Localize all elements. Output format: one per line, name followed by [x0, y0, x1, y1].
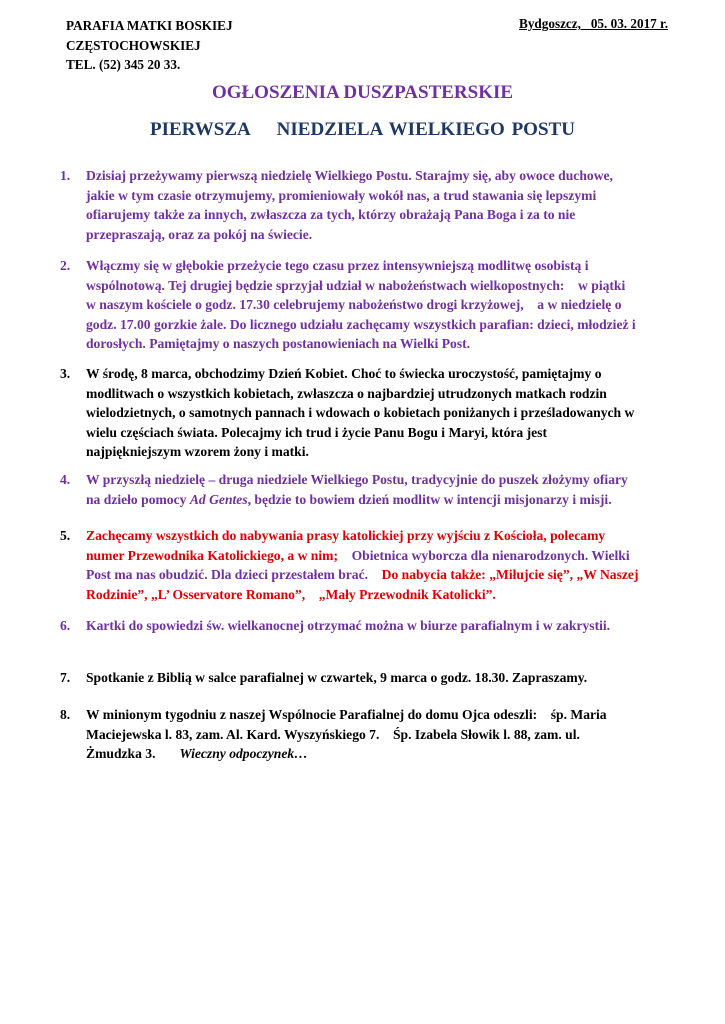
item-text: na dzieło pomocy — [86, 491, 190, 507]
item-line: dorosłych. Pamiętajmy o naszych postanowieniach na Wielki Post. — [86, 336, 471, 351]
item-text: , będzie to bowiem dzień modlitw w intencji misjonarzy i misji. — [247, 491, 612, 507]
announcement-item-1 — [60, 166, 680, 244]
item-line: wielodzietnych, o samotnych pannach i wdowach o kobietach poniżanych i prześladowanych w — [86, 405, 635, 420]
item-line: wspólnotową. Tej drugiej będzie sprzyjał udział w nabożeństwach wielkopostnych: w piątki — [86, 277, 626, 293]
item-line: modlitwach o wszystkich kobietach, zwłaszcza o najbardziej utrudzonych matkach rodzin — [86, 385, 607, 401]
closing-prayer-text: Wieczny odpoczynek… — [179, 746, 308, 761]
item-line — [86, 565, 680, 585]
parish-name-line2: CZĘSTOCHOWSKIEJ — [66, 37, 201, 53]
announcement-item-4 — [60, 470, 680, 509]
item-line: jakie w tym czasie otrzymujemy, promieniowały wokół nas, a trud stawania się lepszymi — [86, 187, 597, 203]
document-title: OGŁOSZENIA DUSZPASTERSKIE — [211, 82, 514, 103]
item-line: wielu częściach świata. Polecajmy ich trud i życie Panu Bogu i Maryi, która jest — [86, 424, 547, 440]
parish-header — [66, 16, 233, 75]
parish-name-line1: PARAFIA MATKI BOSKIEJ — [66, 18, 233, 33]
item-number: 3. — [60, 366, 71, 381]
item-line: Rodzinie”, „L’ Osservatore Romano”, „Mały Przewodnik Katolicki”. — [86, 586, 496, 602]
announcement-item-2 — [60, 256, 680, 354]
item-number: 7. — [60, 670, 71, 685]
item-number: 6. — [60, 618, 71, 633]
item-line: Dzisiaj przeżywamy pierwszą niedzielę Wielkiego Postu. Starajmy się, aby owoce duchowe, — [86, 168, 613, 183]
item-line: najpiękniejszym wzorem żony i matki. — [86, 444, 309, 459]
item-text: Do nabycia także: „Miłujcie się”, „W Naszej — [368, 567, 639, 582]
item-line — [86, 744, 680, 764]
item-line: w naszym kościele o godz. 17.30 celebrujemy nabożeństwo drogi krzyżowej, a w niedzielę o — [86, 297, 622, 312]
item-text: Żmudzka 3. — [86, 746, 156, 761]
announcement-item-6 — [60, 616, 680, 636]
item-number: 8. — [60, 707, 71, 722]
announcement-item-3 — [60, 364, 680, 462]
item-number: 1. — [60, 168, 71, 183]
item-line: Zachęcamy wszystkich do nabywania prasy katolickiej przy wyjściu z Kościoła, polecamy — [86, 528, 606, 543]
item-line: godz. 17.00 gorzkie żale. Do licznego udziału zachęcamy wszystkich parafian: dzieci, młodzież i — [86, 316, 636, 332]
document-subtitle: PIERWSZA NIEDZIELA WIELKIEGO POSTU — [150, 119, 575, 140]
parish-phone: TEL. (52) 345 20 33. — [66, 57, 181, 72]
item-number: 4. — [60, 472, 71, 487]
item-line: W przyszłą niedzielę – druga niedziele Wielkiego Postu, tradycyjnie do puszek złożymy ofiary — [86, 472, 628, 487]
item-text: numer Przewodnika Katolickiego, a w nim; — [86, 547, 338, 563]
item-text: Obietnica wyborcza dla nienarodzonych. Wielki — [337, 547, 630, 563]
item-line: Maciejewska l. 83, zam. Al. Kard. Wyszyńskiego 7. Śp. Izabela Słowik l. 88, zam. ul. — [86, 726, 580, 742]
item-line: Kartki do spowiedzi św. wielkanocnej otrzymać można w biurze parafialnym i w zakrystii. — [86, 618, 611, 633]
item-line: Spotkanie z Biblią w salce parafialnej w czwartek, 9 marca o godz. 18.30. Zapraszamy. — [86, 670, 588, 685]
place-date: Bydgoszcz, 05. 03. 2017 r. — [519, 16, 668, 31]
item-line: W minionym tygodniu z naszej Wspólnocie Parafialnej do domu Ojca odeszli: śp. Maria — [86, 707, 607, 722]
item-line: przepraszają, oraz za pokój na świecie. — [86, 226, 313, 242]
item-number: 5. — [60, 528, 71, 543]
item-number: 2. — [60, 258, 71, 273]
announcement-item-7 — [60, 668, 680, 688]
item-line: Włączmy się w głębokie przeżycie tego czasu przez intensywniejszą modlitwę osobistą i — [86, 258, 589, 273]
item-text: Post ma nas obudzić. Dla dzieci przestałem brać. — [86, 567, 369, 582]
item-line — [86, 490, 680, 510]
announcement-item-5 — [60, 526, 680, 604]
ad-gentes-text: Ad Gentes — [189, 491, 248, 507]
item-line — [86, 546, 680, 566]
item-line: W środę, 8 marca, obchodzimy Dzień Kobiet. Choć to świecka uroczystość, pamiętajmy o — [86, 366, 602, 381]
item-line: ofiarujemy także za innych, zwłaszcza za tych, którzy obrażają Pana Boga i za to nie — [86, 207, 576, 222]
announcement-item-8 — [60, 705, 680, 764]
